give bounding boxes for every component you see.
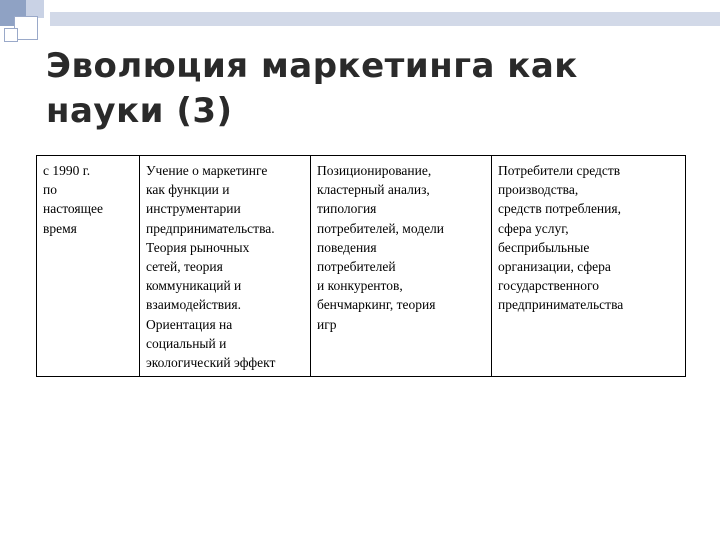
period-cell: с 1990 г. по настоящее время: [37, 156, 140, 377]
evolution-table: [36, 155, 686, 377]
methods-cell: Позиционирование, кластерный анализ, типология потребителей, модели поведения потребителей и конкурентов, бенчмаркинг, теория игр: [311, 156, 492, 377]
decorative-square: [4, 28, 18, 42]
decorative-bar: [50, 12, 720, 26]
table-row: [37, 156, 686, 377]
slide-title: Эволюция маркетинга как науки (3): [46, 46, 578, 131]
decorative-header: [0, 0, 720, 40]
subjects-cell: Потребители средств производства, средств потребления, сфера услуг, бесприбыльные организации, сфера государственного предпринимательства: [492, 156, 686, 377]
teaching-cell: Учение о маркетинге как функции и инструментарии предпринимательства. Теория рыночных сетей, теория коммуникаций и взаимодействия. Ориентация на социальный и экологический эффект: [140, 156, 311, 377]
